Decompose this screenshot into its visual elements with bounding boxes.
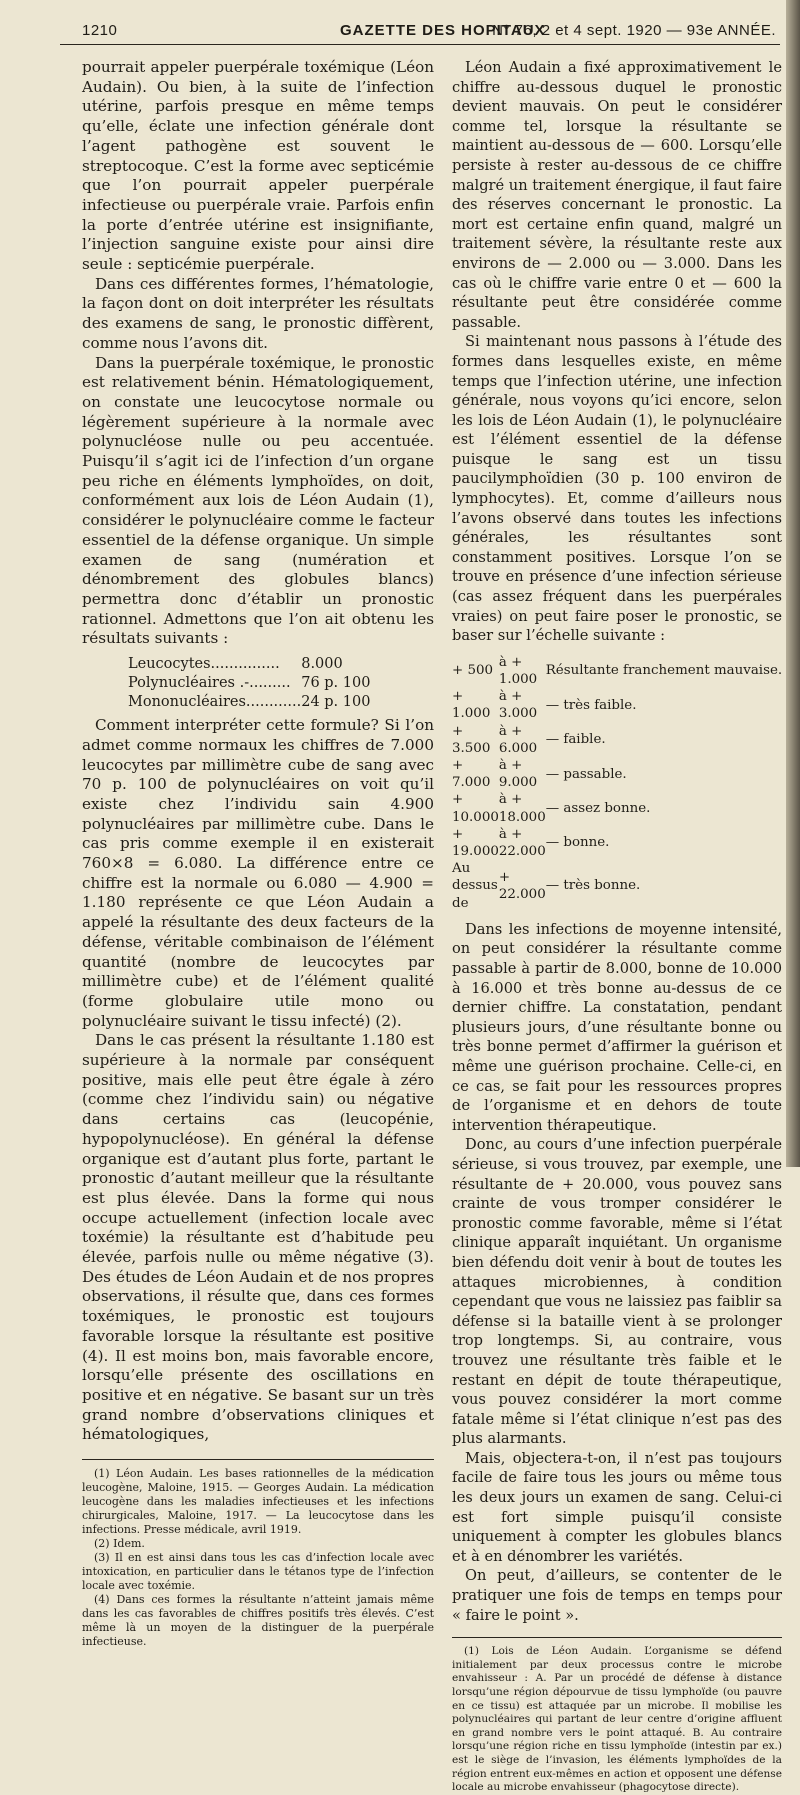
table-row	[452, 723, 782, 757]
count-value: 76 p. 100	[301, 675, 371, 692]
count-label: Mononucléaires............	[128, 694, 302, 711]
scale-verdict: — très faible.	[545, 697, 637, 713]
table-row	[128, 655, 370, 674]
count-value: 24 p. 100	[301, 694, 371, 711]
footnote: (1) Lois de Léon Audain. L’organisme se défend initialement par deux processus contre le microbe envahisseur : A. Par un procédé de défense à distance lorsqu’une région dépourvue de tissu lymphoïde (ou pauvre en ce tissu) est attaquée par un microbe. Il mobilise les polynucléaires qui partant de leur centre d’origine affluent en grand nombre vers le point attaqué. B. Au contraire lorsqu’une région riche en tissu lymphoïde (intestin par ex.) est le siège de l’invasion, les éléments lymphoïdes de la région entrent eux-mêmes en action et opposent une défense locale au microbe envahisseur (phagocytose directe).	[452, 1645, 782, 1794]
scale-to: à + 6.000	[498, 723, 538, 756]
paragraph: Dans le cas présent la résultante 1.180 est supérieure à la normale par conséquent positive, mais elle peut être égale à zéro (comme chez l’individu sain) ou négative dans certains cas (leucopénie, hypopolynucléose). En général la défense organique est d’autant plus forte, partant le pronostic d’autant meilleur que la résultante est plus élevée. Dans la forme qui nous occupe actuellement (infection locale avec toxémie) la résultante est d’habitude peu élevée, parfois nulle ou même négative (3). Des études de Léon Audain et de nos propres observations, il résulte que, dans ces formes toxémiques, le pronostic est toujours favorable lorsque la résultante est positive (4). Il est moins bon, mais favorable encore, lorsqu’elle présente des oscillations en positive et en négative. Se basant sur un très grand nombre d’observations cliniques et hématologiques,	[82, 1031, 434, 1444]
scale-verdict: Résultante franchement mauvaise.	[545, 663, 783, 679]
page-header	[60, 18, 780, 45]
left-column	[82, 58, 434, 1649]
paragraph: Dans les infections de moyenne intensité, on peut considérer la résultante comme passable à partir de 8.000, bonne de 10.000 à 16.000 et très bonne au-dessus de ce dernier chiffre. La constatation, pendant plusieurs jours, d’une résultante bonne ou très bonne permet d’affirmer la guérison et même une guérison prochaine. Celle-ci, en ce cas, se fait pour les ressources propres de l’organisme et en dehors de toute intervention thérapeutique.	[452, 920, 782, 1134]
scale-to: à + 3.000	[498, 689, 538, 722]
scale-from: + 19.000	[452, 826, 499, 860]
scale-from: Au dessus de	[452, 861, 498, 911]
paragraph: Comment interpréter cette formule? Si l’on admet comme normaux les chiffres de 7.000 leucocytes par millimètre cube de sang avec 70 p. 100 de polynucléaires on voit qu’il existe chez l’individu sain 4.900 polynucléaires par millimètre cube. Dans le cas pris comme exemple il en existerait 760×8 = 6.080. La différence entre ce chiffre est la normale ou 6.080 — 4.900 = 1.180 représente ce que Léon Audain a appelé la résultante des deux facteurs de la défense, véritable combinaison de l’élément quantité (nombre de leucocytes par millimètre cube) et de l’élément qualité (forme globulaire utile mono ou polynucléaire suivant le tissu infecté) (2).	[82, 716, 434, 1030]
table-row	[452, 654, 782, 688]
scale-verdict: — bonne.	[545, 835, 610, 851]
page-edge-shadow	[786, 0, 800, 1167]
issue-info: N° 76, 2 et 4 sept. 1920 — 93e ANNÉE.	[492, 22, 776, 39]
page-number: 1210	[82, 22, 118, 39]
right-column	[452, 58, 782, 1795]
count-label: Polynucléaires .-.........	[128, 675, 291, 692]
scale-verdict: — très bonne.	[545, 878, 641, 894]
scale-verdict: — assez bonne.	[545, 801, 651, 817]
footnotes	[452, 1645, 782, 1795]
footnotes	[82, 1467, 434, 1649]
footnote-divider	[82, 1459, 434, 1460]
paragraph: Si maintenant nous passons à l’étude des formes dans lesquelles existe, en même temps que l’infection utérine, une infection générale, nous voyons qu’ici encore, selon les lois de Léon Audain (1), le polynucléaire est l’élément essentiel de la défense puisque le sang est un tissu paucilymphoïdien (30 p. 100 environ de lymphocytes). Et, comme d’ailleurs nous l’avons observé dans toutes les infections générales, les résultantes sont constamment positives. Lorsque l’on se trouve en présence d’une infection sérieuse (cas assez fréquent dans les puerpérales vraies) on peut faire poser le pronostic, se baser sur l’échelle suivante :	[452, 333, 782, 645]
table-row	[452, 860, 782, 912]
table-row	[128, 674, 370, 693]
scale-from: + 7.000	[452, 758, 491, 791]
scale-to: à + 18.000	[498, 792, 546, 825]
scale-from: + 10.000	[452, 792, 499, 825]
table-row	[128, 693, 370, 712]
count-value: 8.000	[301, 656, 343, 673]
scale-verdict: — faible.	[545, 732, 606, 748]
paragraph: Léon Audain a fixé approximativement le chiffre au-dessous duquel le pronostic devient mauvais. On peut le considérer comme tel, lorsque la résultante se maintient au-dessous de — 600. Lorsqu’elle persiste à rester au-dessous de ce chiffre malgré un traitement énergique, il faut faire des réserves concernant le pronostic. La mort est certaine enfin quand, malgré un traitement sévère, la résultante reste aux environs de — 2.000 ou — 3.000. Dans les cas où le chiffre varie entre 0 et — 600 la résultante peut être considérée comme passable.	[452, 59, 782, 331]
scale-to: à + 22.000	[498, 826, 546, 860]
scale-from: + 500	[452, 663, 494, 679]
table-row	[452, 826, 782, 860]
scale-to: à + 1.000	[498, 654, 538, 688]
footnote: (2) Idem.	[94, 1537, 145, 1551]
footnote-divider	[452, 1637, 782, 1638]
paragraph: Mais, objectera-t-on, il n’est pas toujours facile de faire tous les jours ou même tous les deux jours un examen de sang. Celui-ci est fort simple puisqu’il consiste uniquement à compter les globules blancs et à en dénombrer les variétés.	[452, 1449, 782, 1565]
table-row	[452, 791, 782, 825]
footnote: (4) Dans ces formes la résultante n’atteint jamais même dans les cas favorables de chiffres positifs très élevés. C’est même là un moyen de la distinguer de la puerpérale infectieuse.	[82, 1593, 434, 1649]
scale-to: à + 9.000	[498, 758, 538, 791]
blood-count-table	[128, 655, 370, 712]
count-label: Leucocytes...............	[128, 656, 280, 673]
footnote: (3) Il en est ainsi dans tous les cas d’infection locale avec intoxication, en particulier dans le tétanos type de l’infection locale avec toxémie.	[82, 1551, 434, 1593]
table-row	[452, 688, 782, 722]
paragraph: On peut, d’ailleurs, se contenter de le pratiquer une fois de temps en temps pour « faire le point ».	[452, 1567, 782, 1624]
paragraph: Dans ces différentes formes, l’hématologie, la façon dont on doit interpréter les résultats des examens de sang, le pronostic diffèrent, comme nous l’avons dit.	[82, 274, 434, 352]
table-row	[452, 757, 782, 791]
footnote: (1) Léon Audain. Les bases rationnelles de la médication leucogène, Maloine, 1915. — Georges Audain. La médication leucogène dans les maladies infectieuses et les infections chirurgicales, Maloine, 1917. — La leucocytose dans les infections. Presse médicale, avril 1919.	[82, 1467, 434, 1537]
scale-from: + 1.000	[452, 689, 491, 722]
paragraph: Donc, au cours d’une infection puerpérale sérieuse, si vous trouvez, par exemple, une résultante de + 20.000, vous pouvez sans crainte de vous tromper considérer le pronostic comme favorable, même si l’état clinique apparaît inquiétant. Un organisme bien défendu doit venir à bout de toutes les attaques microbiennes, à condition cependant que vous ne laissiez pas faiblir sa défense si la bataille vient à se prolonger trop longtemps. Si, au contraire, vous trouvez une résultante très faible et le restant en dépit de toute thérapeutique, vous pouvez considérer la mort comme fatale même si l’état clinique n’est pas des plus alarmants.	[452, 1136, 782, 1448]
paragraph: Dans la puerpérale toxémique, le pronostic est relativement bénin. Hématologiquement, on constate une leucocytose normale ou légèrement supérieure à la normale avec polynucléose nulle ou peu accentuée. Puisqu’il s’agit ici de l’infection d’un organe peu riche en éléments lymphoïdes, on doit, conformément aux lois de Léon Audain (1), considérer le polynucléaire comme le facteur essentiel de la défense organique. Un simple examen de sang (numération et dénombrement des globules blancs) permettra donc d’établir un pronostic rationnel. Admettons que l’on ait obtenu les résultats suivants :	[82, 353, 434, 648]
scale-verdict: — passable.	[545, 766, 627, 782]
journal-title: GAZETTE DES HOPITAUX	[340, 22, 546, 39]
paragraph: pourrait appeler puerpérale toxémique (Léon Audain). Ou bien, à la suite de l’infection utérine, parfois presque en même temps qu’elle, éclate une infection générale dont l’agent pathogène est souvent le streptocoque. C’est la forme avec septicémie que l’on pourrait appeler puerpérale infectieuse ou puerpérale vraie. Parfois enfin la porte d’entrée utérine est insignifiante, l’injection sanguine existe pour ainsi dire seule : septicémie puerpérale.	[82, 58, 434, 274]
prognosis-scale-table	[452, 654, 782, 912]
scale-to: + 22.000	[498, 869, 546, 903]
scale-from: + 3.500	[452, 723, 491, 756]
